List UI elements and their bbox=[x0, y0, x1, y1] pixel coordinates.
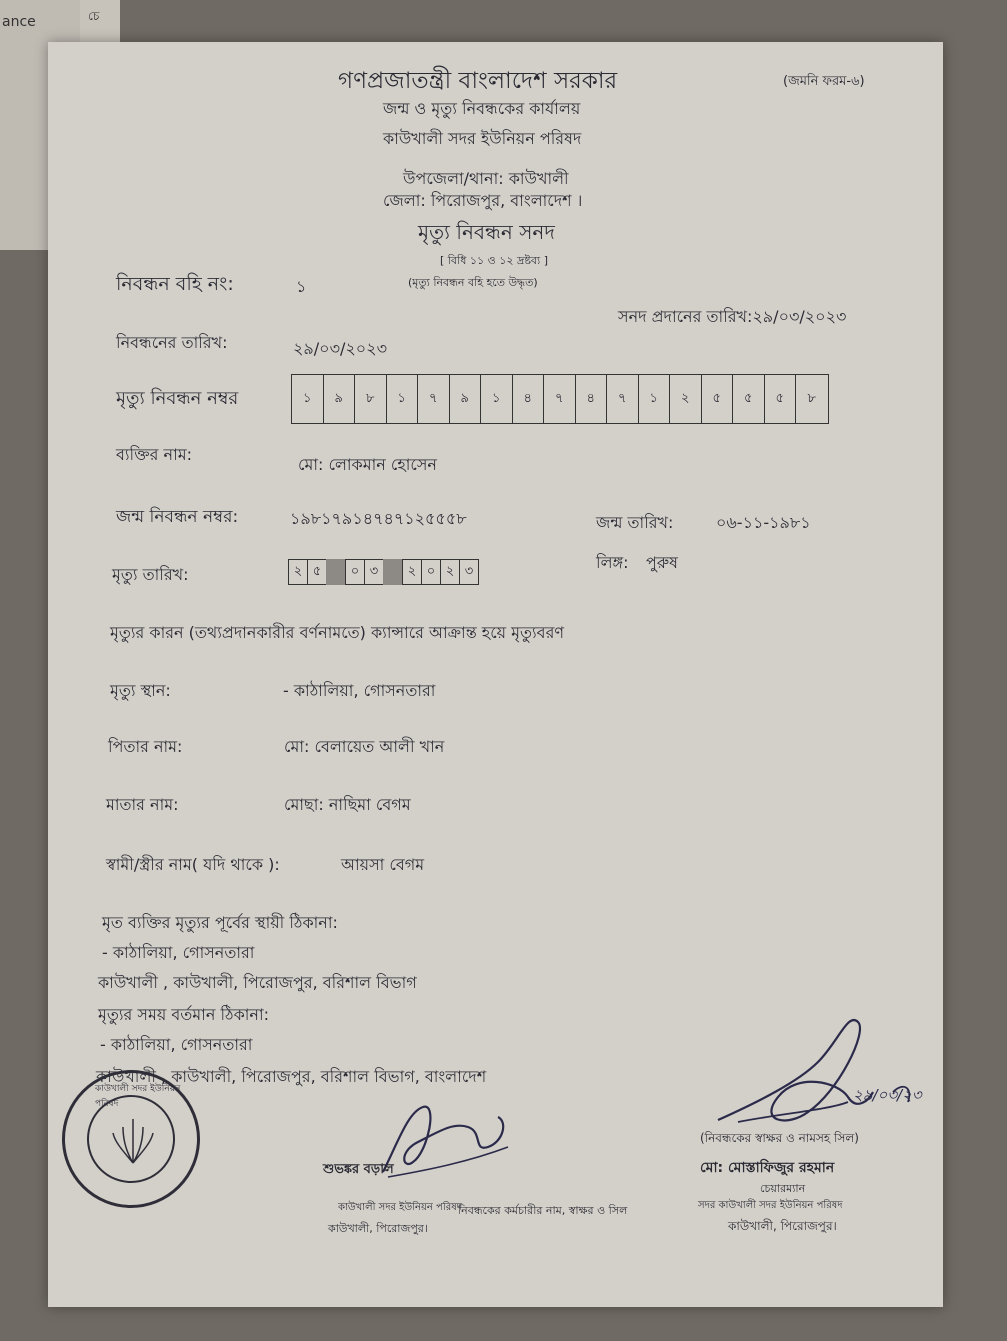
death-reg-digit: ১ bbox=[292, 375, 324, 423]
registrar-name: মো: মোস্তাফিজুর রহমান bbox=[700, 1160, 835, 1176]
verifier-caption: নিবন্ধকের কর্মচারীর নাম, স্বাক্ষর ও সিল bbox=[458, 1204, 628, 1217]
birth-date-label: জন্ম তারিখ: bbox=[596, 513, 674, 532]
death-reg-number-label: মৃত্যু নিবন্ধন নম্বর bbox=[116, 388, 239, 409]
mother-label: মাতার নাম: bbox=[106, 795, 179, 814]
permanent-address-label: মৃত ব্যক্তির মৃত্যুর পূর্বের স্থায়ী ঠিকানা: bbox=[102, 913, 338, 932]
death-reg-digit: ১ bbox=[481, 375, 513, 423]
permanent-address-line2: কাউখালী , কাউখালী, পিরোজপুর, বরিশাল বিভাগ bbox=[98, 973, 417, 992]
union-seal bbox=[62, 1070, 200, 1208]
death-date-year-digit: ৩ bbox=[459, 559, 479, 585]
gender-label: লিঙ্গ: bbox=[596, 553, 629, 572]
issue-date: সনদ প্রদানের তারিখ:২৯/০৩/২০২৩ bbox=[618, 307, 847, 326]
registrar-caption: (নিবন্ধকের স্বাক্ষর ও নামসহ সিল) bbox=[700, 1131, 859, 1145]
death-place-value: - কাঠালিয়া, গোসনতারা bbox=[283, 681, 436, 700]
form-label: (জমনি ফরম-৬) bbox=[783, 74, 865, 89]
death-date-day-digit: ৫ bbox=[307, 559, 327, 585]
death-reg-digit: ৭ bbox=[418, 375, 450, 423]
office-title: জন্ম ও মৃত্যু নিবন্ধকের কার্যালয় bbox=[383, 99, 581, 118]
present-address-line1: - কাঠালিয়া, গোসনতারা bbox=[100, 1035, 253, 1054]
registrar-title: চেয়ারম্যান bbox=[760, 1182, 806, 1195]
death-reg-digit: ৪ bbox=[513, 375, 545, 423]
death-place-label: মৃত্যু স্থান: bbox=[110, 681, 171, 700]
death-reg-digit: ৭ bbox=[544, 375, 576, 423]
death-date-month-digit: ৩ bbox=[364, 559, 384, 585]
birth-reg-value: ১৯৮১৭৯১৪৭৪৭১২৫৫৫৮ bbox=[290, 509, 467, 528]
death-reg-number-boxes bbox=[291, 374, 829, 424]
father-value: মো: বেলায়েত আলী খান bbox=[284, 737, 445, 756]
verifier-union: কাউখালী সদর ইউনিয়ন পরিষদ bbox=[338, 1202, 462, 1213]
death-reg-digit: ৫ bbox=[733, 375, 765, 423]
registrar-place: কাউখালী, পিরোজপুর। bbox=[728, 1219, 837, 1233]
registrar-signature bbox=[698, 1002, 938, 1132]
certificate-title: মৃত্যু নিবন্ধন সনদ bbox=[418, 220, 555, 244]
death-date-boxes bbox=[288, 559, 478, 585]
government-title: গণপ্রজাতন্ত্রী বাংলাদেশ সরকার bbox=[338, 68, 618, 94]
registration-date-label: নিবন্ধনের তারিখ: bbox=[116, 333, 228, 352]
death-date-day-digit: ২ bbox=[288, 559, 308, 585]
person-name-value: মো: লোকমান হোসেন bbox=[298, 455, 437, 474]
spouse-label: স্বামী/স্ত্রীর নাম( যদি থাকে ): bbox=[106, 855, 280, 874]
person-name-label: ব্যক্তির নাম: bbox=[116, 445, 193, 464]
death-date-separator bbox=[326, 559, 346, 585]
edge-text-left: ance bbox=[2, 14, 36, 30]
gender-value: পুরুষ bbox=[646, 553, 678, 572]
death-reg-digit: ৭ bbox=[607, 375, 639, 423]
death-cause: মৃত্যুর কারন (তথ্যপ্রদানকারীর বর্ণনামতে) ক্যান্সারে আক্রান্ত হয়ে মৃত্যুবরণ bbox=[110, 623, 565, 642]
death-date-label: মৃত্যু তারিখ: bbox=[112, 565, 189, 584]
death-date-year-digit: ২ bbox=[440, 559, 460, 585]
death-reg-digit: ৮ bbox=[355, 375, 387, 423]
death-reg-digit: ১ bbox=[387, 375, 419, 423]
registrar-union: সদর কাউখালী সদর ইউনিয়ন পরিষদ bbox=[698, 1200, 843, 1211]
death-reg-digit: ৪ bbox=[576, 375, 608, 423]
death-reg-digit: ৯ bbox=[450, 375, 482, 423]
death-reg-digit: ৫ bbox=[702, 375, 734, 423]
seal-emblem-icon bbox=[105, 1113, 161, 1169]
registration-date-value: ২৯/০৩/২০২৩ bbox=[293, 339, 387, 358]
present-address-line2: কাউখালী , কাউখালী, পিরোজপুর, বরিশাল বিভাগ, বাংলাদেশ bbox=[96, 1067, 487, 1086]
spouse-value: আয়সা বেগম bbox=[341, 855, 425, 874]
father-label: পিতার নাম: bbox=[108, 737, 183, 756]
edge-text-top: চে bbox=[88, 9, 100, 23]
handwritten-date: ২৯/০৩/২৩ bbox=[853, 1086, 922, 1104]
permanent-address-line1: - কাঠালিয়া, গোসনতারা bbox=[102, 943, 255, 962]
register-book-value: ১ bbox=[296, 277, 307, 296]
birth-date-value: ০৬-১১-১৯৮১ bbox=[716, 513, 811, 532]
death-reg-digit: ৮ bbox=[807, 390, 816, 406]
extract-note: (মৃত্যু নিবন্ধন বহি হতে উদ্ধৃত) bbox=[408, 276, 538, 289]
death-reg-digit: ২ bbox=[670, 375, 702, 423]
death-date-month-digit: ০ bbox=[345, 559, 365, 585]
verifier-stamp-name: শুভঙ্কর বড়াল bbox=[323, 1162, 394, 1177]
death-date-year-digit: ০ bbox=[421, 559, 441, 585]
upazila: উপজেলা/থানা: কাউখালী bbox=[403, 169, 569, 188]
seal-text: কাউখালী সদর ইউনিয়ন পরিষদ bbox=[95, 1084, 181, 1109]
death-date-separator bbox=[383, 559, 403, 585]
death-reg-digit: ৯ bbox=[324, 375, 356, 423]
death-date-year-digit: ২ bbox=[402, 559, 422, 585]
union-title: কাউখালী সদর ইউনিয়ন পরিষদ bbox=[383, 129, 582, 148]
death-reg-digit: ৫ bbox=[765, 375, 797, 423]
register-book-label: নিবন্ধন বহি নং: bbox=[116, 273, 234, 295]
district: জেলা: পিরোজপুর, বাংলাদেশ । bbox=[383, 191, 583, 210]
rule-note: [ বিধি ১১ ও ১২ দ্রষ্টব্য ] bbox=[440, 254, 549, 267]
verifier-place: কাউখালী, পিরোজপুর। bbox=[328, 1222, 428, 1235]
birth-reg-label: জন্ম নিবন্ধন নম্বর: bbox=[116, 507, 239, 527]
present-address-label: মৃত্যুর সময় বর্তমান ঠিকানা: bbox=[98, 1005, 269, 1024]
death-reg-digit: ১ bbox=[639, 375, 671, 423]
mother-value: মোছা: নাছিমা বেগম bbox=[284, 795, 411, 814]
